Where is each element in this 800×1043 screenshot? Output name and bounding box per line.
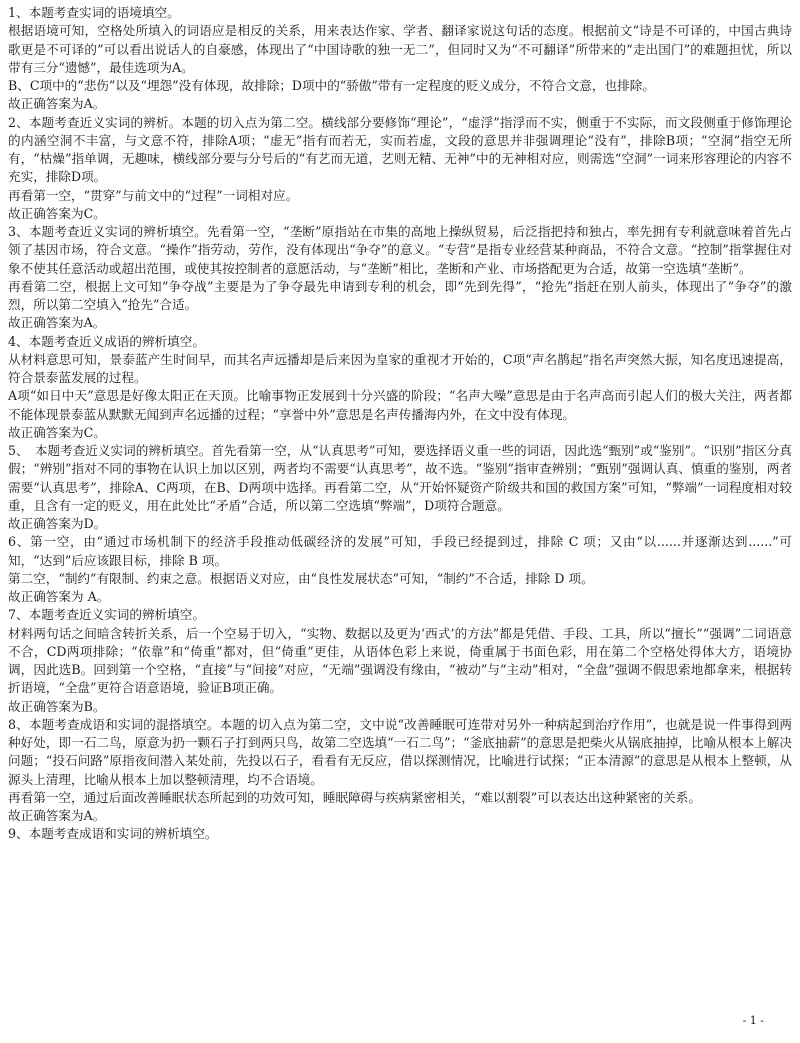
paragraph: 故正确答案为 A。 xyxy=(8,589,110,604)
paragraph: 从材料意思可知，景泰蓝产生时间早，而其名声远播却是后来因为皇家的重视才开始的，C项“声名鹊起”指名声突然大振，知名度迅速提高，符合景泰蓝发展的过程。 xyxy=(8,351,792,385)
paragraph: 根据语境可知，空格处所填入的词语应是相反的关系，用来表达作家、学者、翻译家说这句话的态度。根据前文“诗是不可译的，中国古典诗歌更是不可译的”可以看出说话人的自豪感，体现出了“中国诗歌的独一无二”，但同时又为“不可翻译”所带来的“走出国门”的难题担忧，所以带有三分“遗憾”，最佳选项为A。 xyxy=(8,23,792,75)
paragraph: 1、本题考查实词的语境填空。 xyxy=(8,5,180,20)
paragraph: 故正确答案为A。 xyxy=(8,315,106,331)
paragraph: 故正确答案为A。 xyxy=(8,96,106,112)
paragraph: 8、本题考查成语和实词的混搭填空。本题的切入点为第二空，文中说“改善睡眠可连带对另外一种病起到治疗作用”，也就是说一件事得到两种好处，即一石二鸟，原意为扔一颗石子打到两只鸟，故第二空选填“一石二鸟”；“釜底抽薪”的意思是把柴火从锅底抽掉，比喻从根本上解决问题；“投石问路”原指夜间潜入某处前，先投以石子，看看有无反应，借以探测情况，比喻进行试探；“正本清源”的意思是从根本上整顿，从源头上清理，比喻从根本上加以整顿清理，均不合语境。 xyxy=(8,716,792,787)
paragraph: 第二空，“制约”有限制、约束之意。根据语义对应，由“良性发展状态”可知，“制约”不合适，排除 D 项。 xyxy=(8,570,594,586)
paragraph: 2、本题考查近义实词的辨析。本题的切入点为第二空。横线部分要修饰“理论”，“虚浮”指浮而不实，侧重于不实际，而文段侧重于修饰理论的内涵空洞不丰富，与文意不符，排除A项；“虚无”指有而若无，实而若虚，文段的意思并非强调理论“没有”，排除B项；“空洞”指空无所有，“枯燥”指单调，无趣味，横线部分要与分号后的“有艺而无道，艺则无精、无神”中的无神相对应，则需选“空洞”一词来形容理论的内容不充实，排除D项。 xyxy=(8,114,792,185)
paragraph: 再看第一空，“贯穿”与前文中的“过程”一词相对应。 xyxy=(8,187,299,203)
paragraph: B、C项中的“悲伤”以及“埋怨”没有体现，故排除；D项中的“骄傲”带有一定程度的贬义成分，不符合文意，也排除。 xyxy=(8,78,655,93)
paragraph: 材料两句话之间暗含转折关系，后一个空易于切入，“实物、数据以及更为‘西式’的方法”都是凭借、手段、工具，所以“擅长”“强调”二词语意不合，CD两项排除；“依靠”和“倚重”都对，但“倚重”更佳，从语体色彩上来说，倚重属于书面色彩，用在第二个空格处得体大方，语境协调，因此选B。回到第一个空格，“直接”与“间接”对应，“无端”强调没有缘由，“被动”与“主动”相对，“全盘”强调不假思索地都拿来，根据转折语境，“全盘”更符合语意语境，验证B项正确。 xyxy=(8,625,792,696)
document-body xyxy=(8,4,792,844)
paragraph: 故正确答案为C。 xyxy=(8,424,106,440)
paragraph: 故正确答案为D。 xyxy=(8,516,107,531)
paragraph: 3、本题考查近义实词的辨析填空。先看第一空，“垄断”原指站在市集的高地上操纵贸易，后泛指把持和独占，率先拥有专利就意味着首先占领了基因市场，符合文意。“操作”指劳动，劳作，没有体现出“争夺”的意义。“专营”是指专业经营某种商品，不符合文意。“控制”指掌握住对象不使其任意活动或超出范围，或使其按控制者的意愿活动，与“垄断”相比，垄断和产业、市场搭配更为合适，故第一空选填“垄断”。 xyxy=(8,224,792,276)
paragraph: 7、本题考查近义实词的辨析填空。 xyxy=(8,607,205,623)
paragraph: 再看第一空，通过后面改善睡眠状态所起到的功效可知，睡眠障碍与疾病紧密相关，“难以割裂”可以表达出这种紧密的关系。 xyxy=(8,789,701,805)
paragraph: 9、本题考查成语和实词的辨析填空。 xyxy=(8,826,218,842)
paragraph: 5、 本题考查近义实词的辨析填空。首先看第一空，从“认真思考”可知，要选择语义重一些的词语，因此选“甄别”或“鉴别”。“识别”指区分真假；“辨别”指对不同的事物在认识上加以区别，两者均不需要“认真思考”，故不选。“鉴别”指审查辨别；“甄别”强调认真、慎重的鉴别，两者需要“认真思考”，排除A、C两项，在B、D两项中选择。再看第二空，从“开始怀疑资产阶级共和国的救国方案”可知，“弊端”一词程度相对较重，且含有一定的贬义，用在此处比“矛盾”合适，所以第二空选填“弊端”，D项符合题意。 xyxy=(8,443,792,513)
page-number: - 1 - xyxy=(742,1014,764,1027)
paragraph: A项“如日中天”意思是好像太阳正在天顶。比喻事物正发展到十分兴盛的阶段；“名声大噪”意思是由于名声高而引起人们的极大关注，两者都不能体现景泰蓝从默默无闻到声名远播的过程；“享誉中外”意思是名声传播海内外，在文中没有体现。 xyxy=(8,388,792,422)
paragraph: 6、第一空，由“通过市场机制下的经济手段推动低碳经济的发展”可知，手段已经提到过，排除 C 项；又由“以......并逐渐达到......”可知，“达到”后应该跟目标，排除 B 项。 xyxy=(8,534,792,568)
paragraph: 故正确答案为C。 xyxy=(8,205,106,221)
paragraph: 故正确答案为B。 xyxy=(8,698,106,714)
paragraph: 4、本题考查近义成语的辨析填空。 xyxy=(8,333,205,349)
paragraph: 再看第二空，根据上文可知“争夺战”主要是为了争夺最先申请到专利的机会，即“先到先得”，“抢先”指赶在别人前头，体现出了“争夺”的激烈，所以第二空填入“抢先”合适。 xyxy=(8,278,792,312)
paragraph: 故正确答案为A。 xyxy=(8,808,106,823)
